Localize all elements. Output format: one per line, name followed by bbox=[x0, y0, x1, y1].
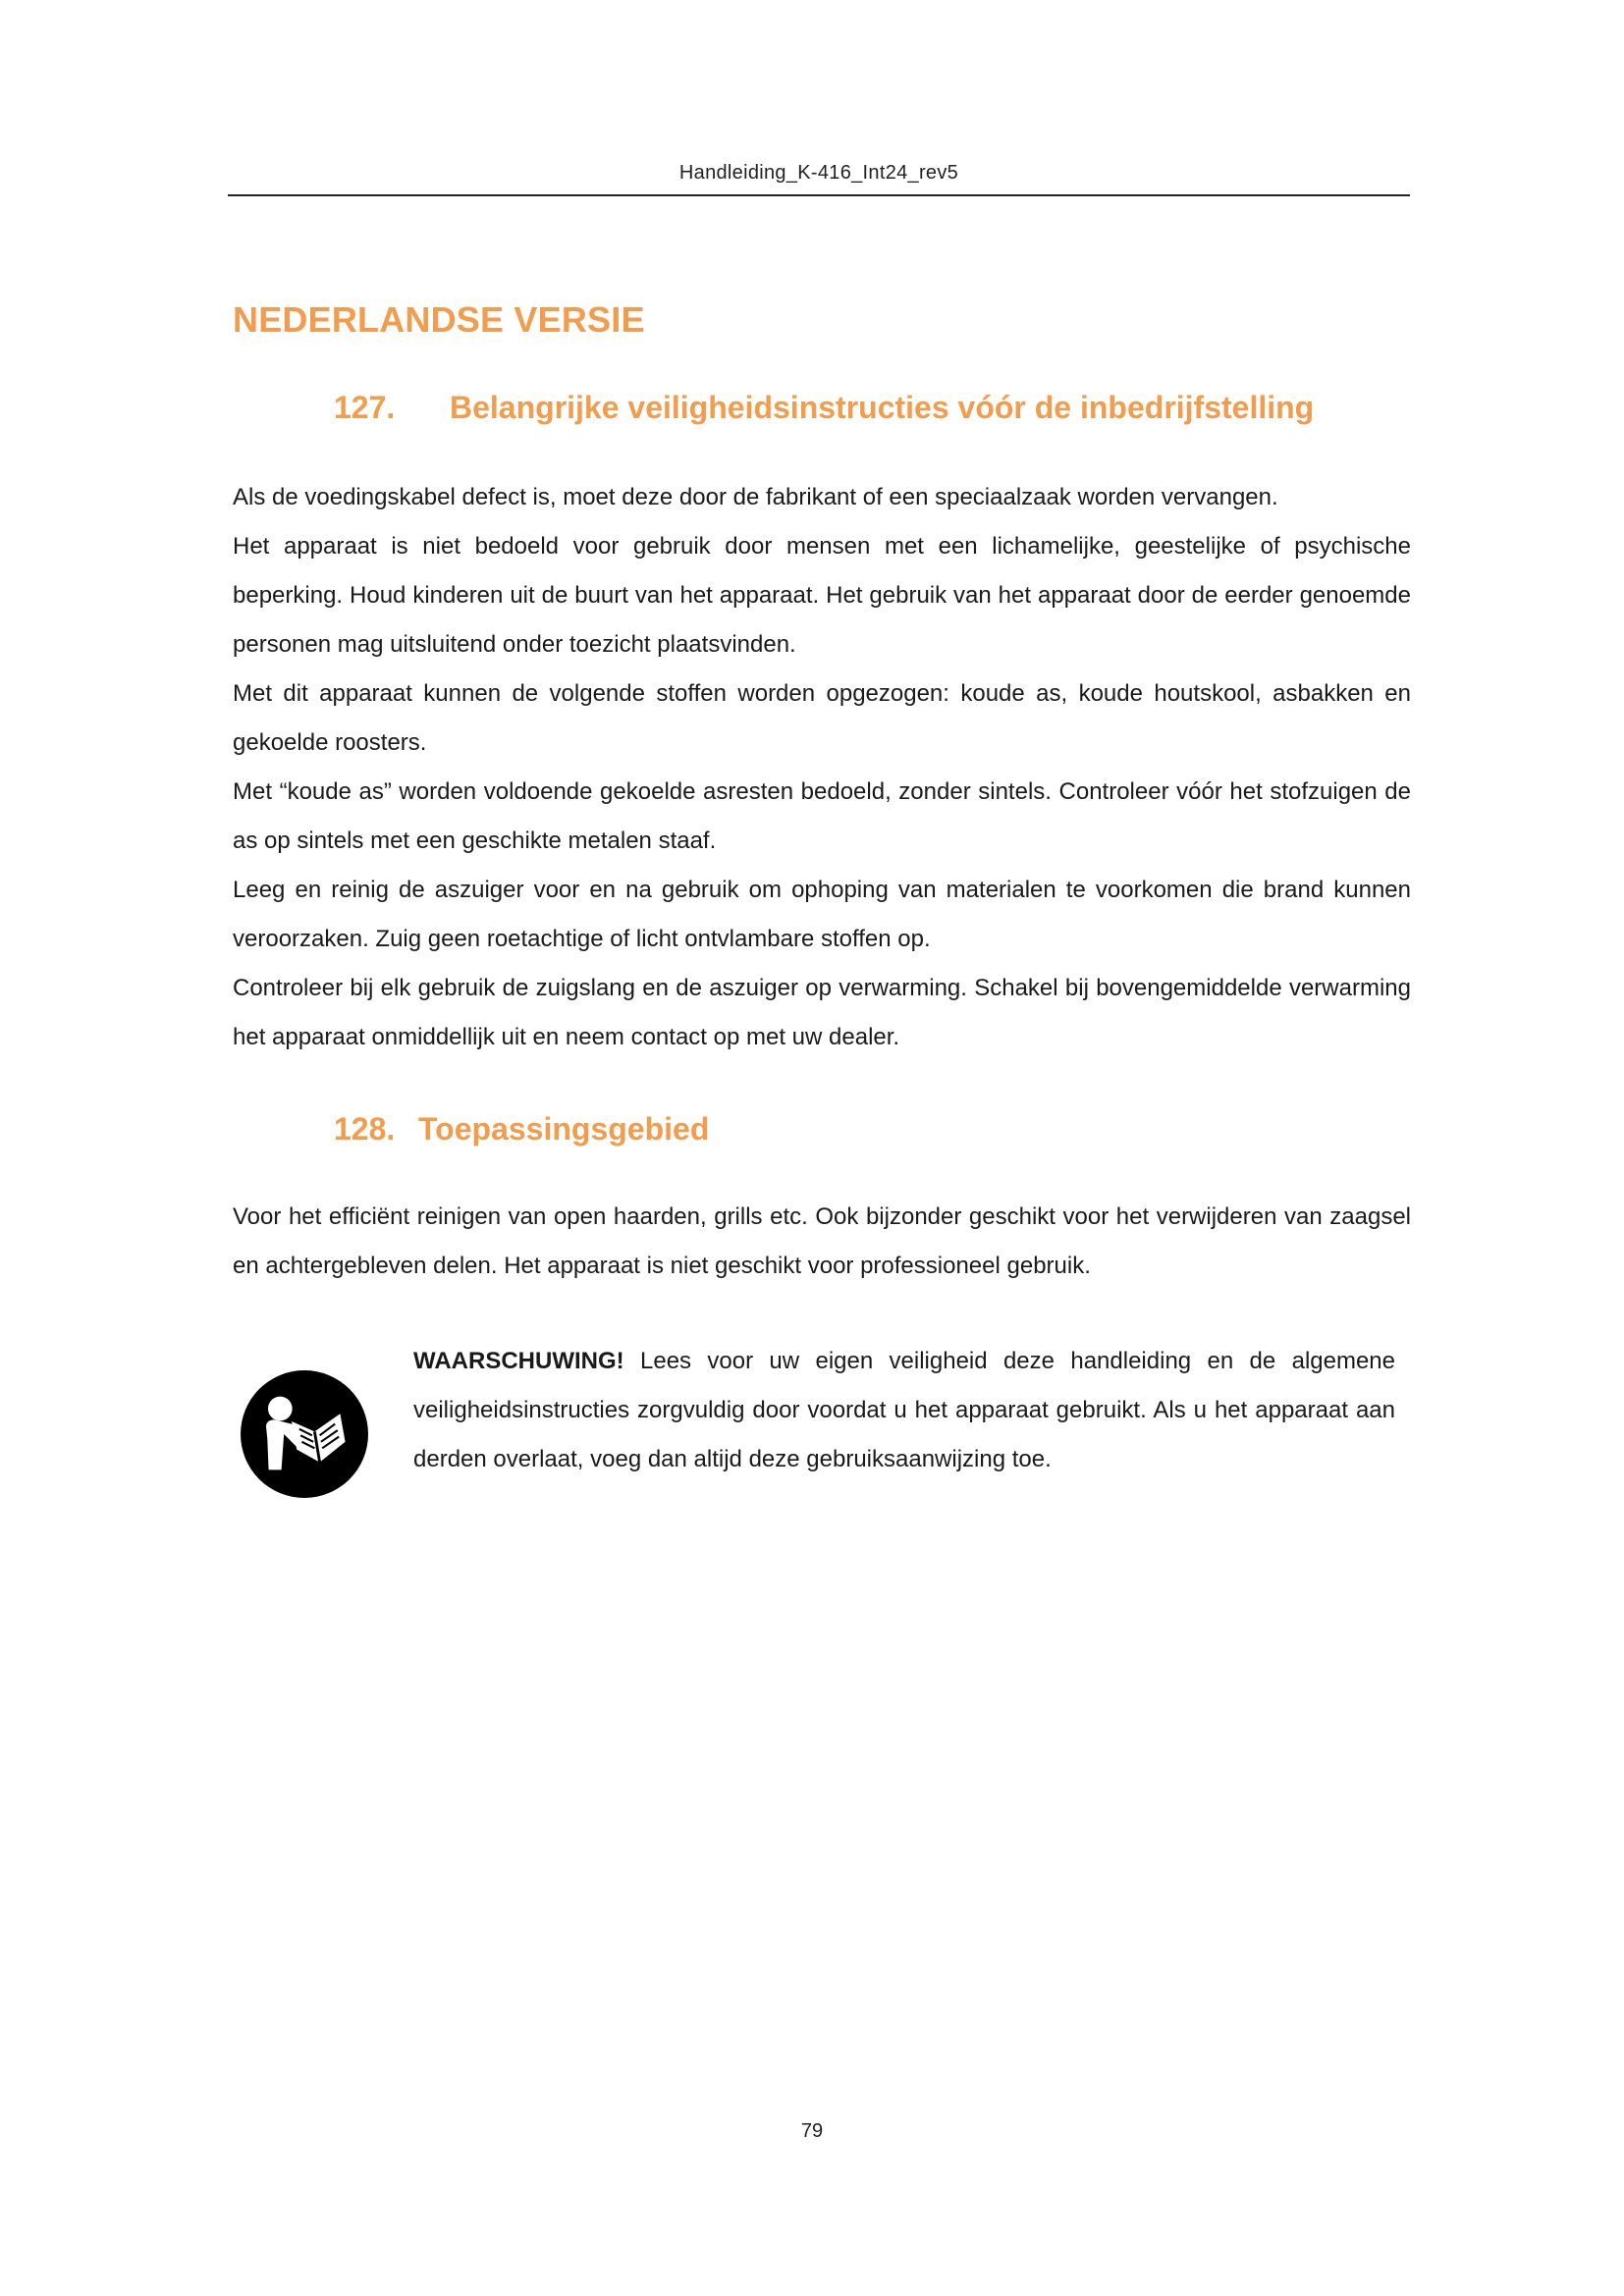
header-divider bbox=[228, 194, 1410, 196]
paragraph: Het apparaat is niet bedoeld voor gebruik door mensen met een lichamelijke, geestelijke of psychische beperking. Houd kinderen uit de buurt van het apparaat. Het gebruik van het apparaat door de eerder genoemde personen mag uitsluitend onder toezicht plaatsvinden. bbox=[233, 533, 1411, 658]
paragraph: Voor het efficiënt reinigen van open haarden, grills etc. Ook bijzonder geschikt voor het verwijderen van zaagsel en achtergebleven delen. Het apparaat is niet geschikt voor professioneel gebruik. bbox=[233, 1203, 1411, 1279]
warning-text bbox=[413, 1337, 1395, 1484]
running-header: Handleiding_K-416_Int24_rev5 bbox=[678, 162, 959, 184]
paragraph: Met dit apparaat kunnen de volgende stoffen worden opgezogen: koude as, koude houtskool, asbakken en gekoelde roosters. bbox=[233, 680, 1411, 756]
section-number: 128. bbox=[334, 1111, 396, 1147]
section-title: Toepassingsgebied bbox=[418, 1111, 710, 1147]
warning-notice bbox=[241, 1337, 1419, 1504]
section-number: 127. bbox=[334, 390, 396, 425]
paragraph: Leeg en reinig de aszuiger voor en na gebruik om ophoping van materialen te voorkomen die brand kunnen veroorzaken. Zuig geen roetachtige of licht ontvlambare stoffen op. bbox=[233, 877, 1411, 952]
section-heading-127 bbox=[334, 390, 1314, 426]
warning-body: Lees voor uw eigen veiligheid deze handleiding en de algemene veiligheidsinstructies zorgvuldig door voordat u het apparaat gebruikt. Als u het apparaat aan derden overlaat, voeg dan altijd deze gebruiksaanwijzing toe. bbox=[413, 1348, 1395, 1472]
paragraph: Controleer bij elk gebruik de zuigslang en de aszuiger op verwarming. Schakel bij bovengemiddelde verwarming het apparaat onmiddellijk uit en neem contact op met uw dealer. bbox=[233, 975, 1411, 1050]
warning-label: WAARSCHUWING! bbox=[413, 1348, 624, 1374]
page-number: 79 bbox=[800, 2120, 824, 2142]
safety-instructions-body bbox=[233, 473, 1411, 1062]
paragraph: Met “koude as” worden voldoende gekoelde asresten bedoeld, zonder sintels. Controleer vóór het stofzuigen de as op sintels met een geschikte metalen staaf. bbox=[233, 778, 1411, 854]
section-title: Belangrijke veiligheidsinstructies vóór de inbedrijfstelling bbox=[450, 390, 1315, 425]
read-manual-icon bbox=[241, 1370, 368, 1498]
section-heading-128 bbox=[334, 1111, 709, 1148]
paragraph: Als de voedingskabel defect is, moet deze door de fabrikant of een speciaalzaak worden vervangen. bbox=[233, 484, 1278, 510]
application-area-body bbox=[233, 1193, 1411, 1291]
version-title: NEDERLANDSE VERSIE bbox=[233, 299, 645, 340]
